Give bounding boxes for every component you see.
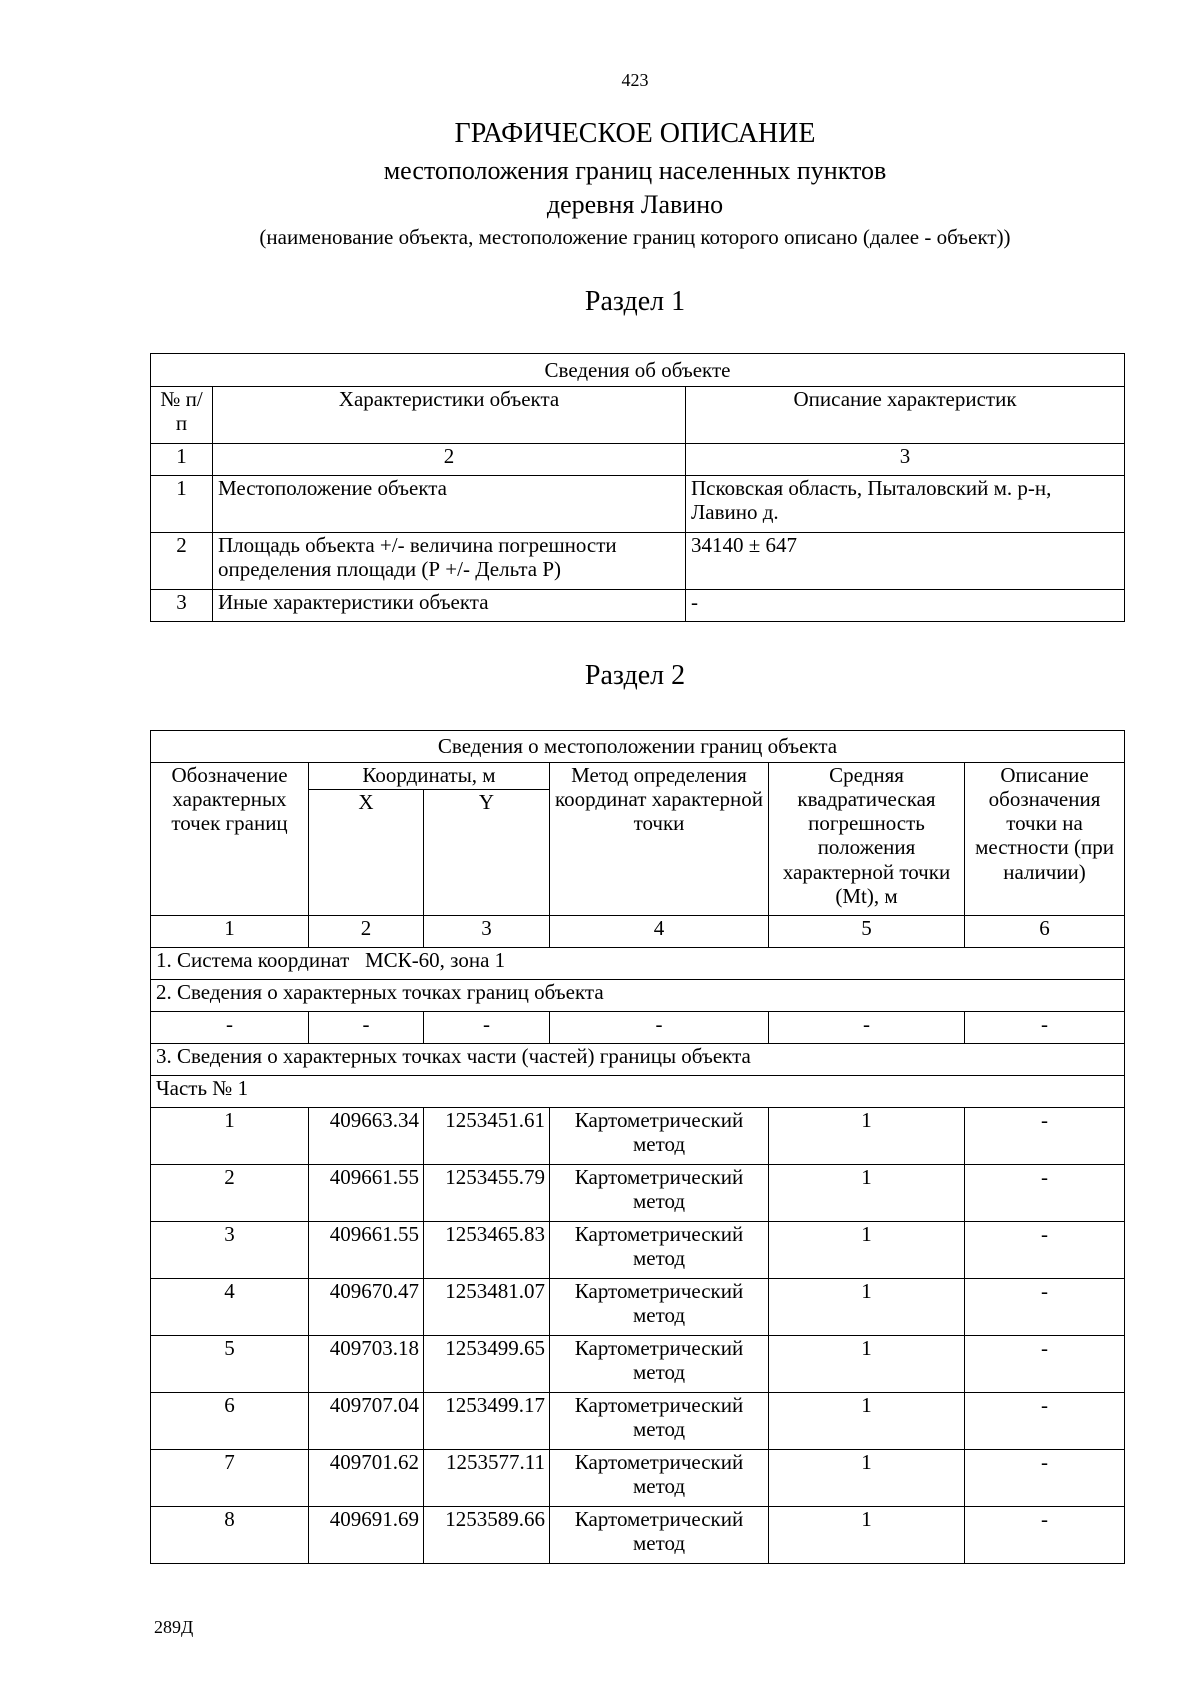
coord-x: 409661.55 bbox=[309, 1222, 424, 1279]
method: Картометрический метод bbox=[550, 1279, 769, 1336]
document-subtitle: местоположения границ населенных пунктов bbox=[383, 156, 887, 185]
coord-y: 1253577.11 bbox=[424, 1450, 550, 1507]
table-row bbox=[151, 1279, 1125, 1336]
header-y: Y bbox=[424, 790, 550, 916]
accuracy: 1 bbox=[769, 1222, 965, 1279]
page-number: 423 bbox=[621, 70, 649, 90]
header-accuracy: Средняя квадратическая погрешность положения характерной точки (Mt), м bbox=[769, 763, 965, 916]
empty-cell: - bbox=[309, 1012, 424, 1044]
point-description: - bbox=[965, 1108, 1125, 1165]
col-number: 2 bbox=[213, 444, 686, 476]
header-characteristic: Характеристики объекта bbox=[213, 387, 686, 444]
row-num: 1 bbox=[151, 476, 213, 533]
coordinate-system: 1. Система координат МСК-60, зона 1 bbox=[151, 948, 1125, 980]
coord-y: 1253499.17 bbox=[424, 1393, 550, 1450]
row-description: Псковская область, Пыталовский м. р-н, Лавино д. bbox=[686, 476, 1125, 533]
col-number: 6 bbox=[965, 916, 1125, 948]
header-num: № п/п bbox=[151, 387, 213, 444]
empty-cell: - bbox=[550, 1012, 769, 1044]
accuracy: 1 bbox=[769, 1450, 965, 1507]
accuracy: 1 bbox=[769, 1336, 965, 1393]
method: Картометрический метод bbox=[550, 1336, 769, 1393]
table-row bbox=[151, 1336, 1125, 1393]
coord-y: 1253481.07 bbox=[424, 1279, 550, 1336]
col-number: 3 bbox=[686, 444, 1125, 476]
accuracy: 1 bbox=[769, 1165, 965, 1222]
point-number: 1 bbox=[151, 1108, 309, 1165]
boundary-points-table bbox=[150, 730, 1125, 1564]
col-number: 1 bbox=[151, 916, 309, 948]
header-x: X bbox=[309, 790, 424, 916]
coord-x: 409691.69 bbox=[309, 1507, 424, 1564]
row-description: - bbox=[686, 590, 1125, 622]
col-number: 3 bbox=[424, 916, 550, 948]
accuracy: 1 bbox=[769, 1279, 965, 1336]
empty-cell: - bbox=[424, 1012, 550, 1044]
row-num: 3 bbox=[151, 590, 213, 622]
table-row bbox=[151, 1393, 1125, 1450]
coord-y: 1253465.83 bbox=[424, 1222, 550, 1279]
method: Картометрический метод bbox=[550, 1507, 769, 1564]
method: Картометрический метод bbox=[550, 1222, 769, 1279]
accuracy: 1 bbox=[769, 1393, 965, 1450]
table-row bbox=[151, 1507, 1125, 1564]
row-characteristic: Местоположение объекта bbox=[213, 476, 686, 533]
coord-x: 409661.55 bbox=[309, 1165, 424, 1222]
point-description: - bbox=[965, 1165, 1125, 1222]
accuracy: 1 bbox=[769, 1108, 965, 1165]
coord-x: 409663.34 bbox=[309, 1108, 424, 1165]
row-characteristic: Площадь объекта +/- величина погрешности определения площади (Р +/- Дельта Р) bbox=[213, 533, 686, 590]
header-method: Метод определения координат характерной точки bbox=[550, 763, 769, 916]
method: Картометрический метод bbox=[550, 1165, 769, 1222]
point-description: - bbox=[965, 1507, 1125, 1564]
table-row bbox=[151, 1222, 1125, 1279]
part-label: Часть № 1 bbox=[151, 1076, 1125, 1108]
table-caption: Сведения о местоположении границ объекта bbox=[151, 731, 1125, 763]
part-points-heading: 3. Сведения о характерных точках части (частей) границы объекта bbox=[151, 1044, 1125, 1076]
row-description: 34140 ± 647 bbox=[686, 533, 1125, 590]
point-description: - bbox=[965, 1279, 1125, 1336]
footer-code: 289Д bbox=[154, 1617, 194, 1637]
col-number: 4 bbox=[550, 916, 769, 948]
document-title: ГРАФИЧЕСКОЕ ОПИСАНИЕ bbox=[454, 118, 816, 149]
point-number: 7 bbox=[151, 1450, 309, 1507]
header-point-designation: Обозначение характерных точек границ bbox=[151, 763, 309, 916]
row-characteristic: Иные характеристики объекта bbox=[213, 590, 686, 622]
table-row bbox=[151, 1108, 1125, 1165]
method: Картометрический метод bbox=[550, 1450, 769, 1507]
point-number: 5 bbox=[151, 1336, 309, 1393]
col-number: 1 bbox=[151, 444, 213, 476]
point-description: - bbox=[965, 1393, 1125, 1450]
boundary-points-heading: 2. Сведения о характерных точках границ объекта bbox=[151, 980, 1125, 1012]
method: Картометрический метод bbox=[550, 1108, 769, 1165]
coord-x: 409703.18 bbox=[309, 1336, 424, 1393]
point-description: - bbox=[965, 1450, 1125, 1507]
object-info-table bbox=[150, 353, 1125, 622]
table-row bbox=[151, 1450, 1125, 1507]
point-description: - bbox=[965, 1222, 1125, 1279]
header-description: Описание характеристик bbox=[686, 387, 1125, 444]
table-row bbox=[151, 590, 1125, 622]
row-num: 2 bbox=[151, 533, 213, 590]
point-description: - bbox=[965, 1336, 1125, 1393]
coord-x: 409707.04 bbox=[309, 1393, 424, 1450]
col-number: 5 bbox=[769, 916, 965, 948]
table-caption: Сведения об объекте bbox=[151, 354, 1125, 387]
section-1-title: Раздел 1 bbox=[584, 286, 686, 317]
coord-x: 409670.47 bbox=[309, 1279, 424, 1336]
point-number: 8 bbox=[151, 1507, 309, 1564]
coord-y: 1253451.61 bbox=[424, 1108, 550, 1165]
table-row bbox=[151, 533, 1125, 590]
point-number: 3 bbox=[151, 1222, 309, 1279]
method: Картометрический метод bbox=[550, 1393, 769, 1450]
coord-y: 1253455.79 bbox=[424, 1165, 550, 1222]
coord-y: 1253499.65 bbox=[424, 1336, 550, 1393]
section-2-title: Раздел 2 bbox=[584, 660, 686, 691]
point-number: 4 bbox=[151, 1279, 309, 1336]
table-row bbox=[151, 476, 1125, 533]
empty-cell: - bbox=[769, 1012, 965, 1044]
empty-cell: - bbox=[965, 1012, 1125, 1044]
point-number: 2 bbox=[151, 1165, 309, 1222]
object-name: деревня Лавино bbox=[546, 190, 724, 219]
col-number: 2 bbox=[309, 916, 424, 948]
object-name-caption: (наименование объекта, местоположение границ которого описано (далее - объект)) bbox=[259, 225, 1011, 249]
coord-y: 1253589.66 bbox=[424, 1507, 550, 1564]
empty-cell: - bbox=[151, 1012, 309, 1044]
header-coordinates: Координаты, м bbox=[309, 763, 550, 790]
table-row bbox=[151, 1165, 1125, 1222]
point-number: 6 bbox=[151, 1393, 309, 1450]
coord-x: 409701.62 bbox=[309, 1450, 424, 1507]
header-point-description: Описание обозначения точки на местности (при наличии) bbox=[965, 763, 1125, 916]
accuracy: 1 bbox=[769, 1507, 965, 1564]
table-row bbox=[151, 1012, 1125, 1044]
